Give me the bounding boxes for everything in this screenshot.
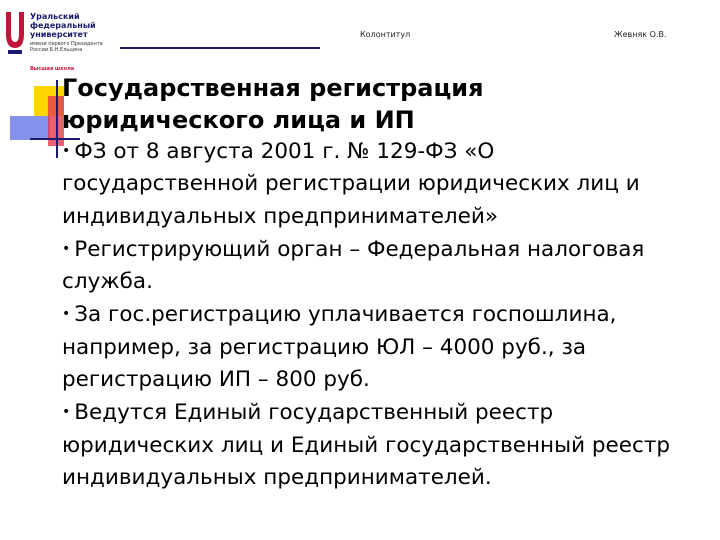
bullet-icon: • (62, 240, 71, 257)
logo-tagline: Высшая школа (30, 66, 75, 72)
bullet-list (62, 135, 682, 494)
slide-title-line-1: Государственная регистрация (62, 74, 484, 102)
bullet-icon: • (62, 143, 71, 159)
logo-text (30, 12, 110, 53)
list-item (62, 233, 682, 299)
logo-subtitle: имени первого Президента России Б.Н.Ельцина (30, 41, 103, 53)
university-u-logo-icon (4, 10, 26, 56)
list-item (62, 298, 682, 396)
slide-title-line-2: юридического лица и ИП (62, 106, 415, 134)
slide-title (62, 72, 682, 136)
bullet-text: ФЗ от 8 августа 2001 г. № 129-ФЗ «О государственной регистрации юридических лиц и индивидуальных предпринимателей» (62, 139, 640, 229)
bullet-text: Регистрирующий орган – Федеральная налоговая служба. (62, 236, 645, 295)
logo-line-3: университет (30, 30, 88, 39)
decor-vertical-line (56, 80, 58, 158)
bullet-text: Ведутся Единый государственный реестр юридических лиц и Единый государственный реестр индивидуальных предпринимателей. (62, 400, 670, 490)
bullet-text: За гос.регистрацию уплачивается госпошлина, например, за регистрацию ЮЛ – 4000 руб., за регистрацию ИП – 800 руб. (62, 302, 617, 393)
list-item (62, 396, 682, 494)
logo-line-2: федеральный (30, 21, 96, 30)
university-logo (4, 10, 124, 70)
header-divider (120, 47, 320, 49)
logo-line-1: Уральский (30, 12, 80, 21)
decor-blue-rectangle (10, 116, 50, 140)
bullet-icon: • (62, 404, 71, 421)
bullet-icon: • (62, 306, 71, 323)
running-head: Колонтитул (360, 30, 411, 39)
author-name: Жевняк О.В. (614, 30, 667, 39)
list-item (62, 135, 682, 233)
